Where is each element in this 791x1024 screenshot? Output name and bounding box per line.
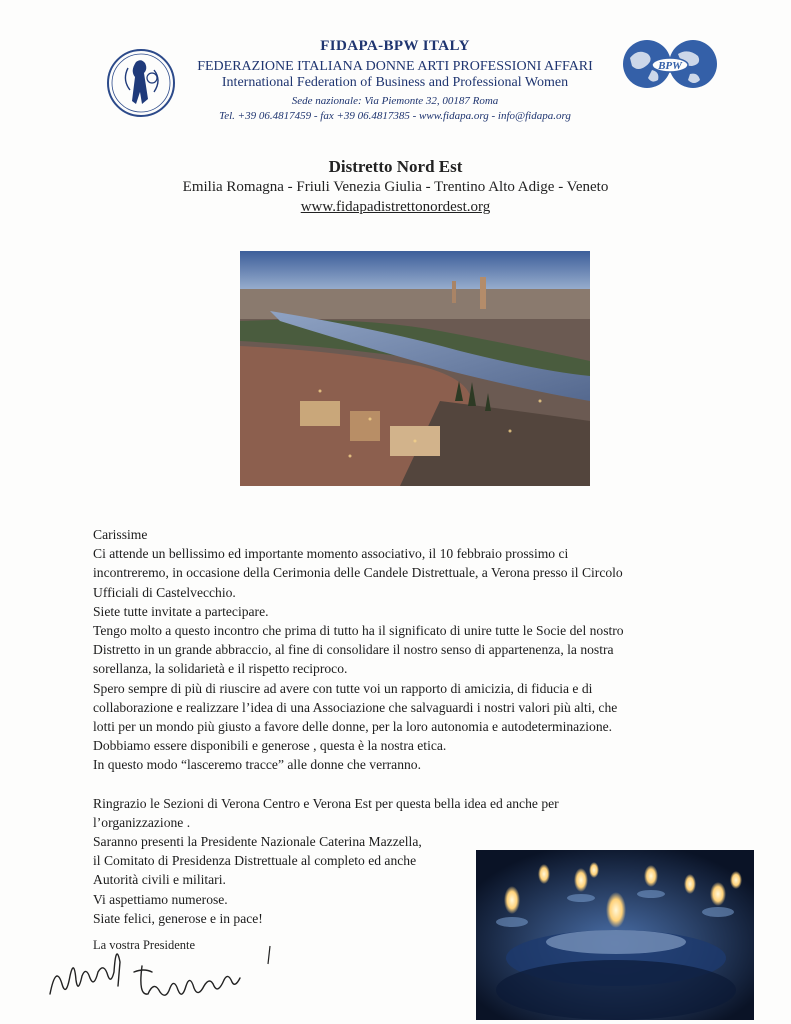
letter-line: In questo modo “lasceremo tracce” alle donne che verranno. — [93, 757, 421, 773]
letter-line: Tengo molto a questo incontro che prima di tutto ha il significato di unire tutte le Socie del nostro — [93, 623, 624, 639]
contacts: Tel. +39 06.4817459 - fax +39 06.4817385 - www.fidapa.org - info@fidapa.org — [219, 110, 571, 122]
signature-label: La vostra Presidente — [93, 938, 196, 952]
bpw-logo — [620, 36, 720, 92]
letter-line: Siete tutte invitate a partecipare. — [93, 603, 269, 619]
address: Sede nazionale: Via Piemonte 32, 00187 Roma — [291, 95, 499, 107]
letter-line: Distretto in un grande abbraccio, al fine di consolidare il nostro senso di appartenenza, la nostra — [93, 642, 614, 658]
district-website-link[interactable]: www.fidapadistrettonordest.org — [300, 199, 491, 215]
letter-line: collaborazione e realizzare l’idea di una Associazione che salvaguardi i nostri valori più alti, che — [93, 699, 618, 715]
letter-line: lotti per un mondo più giusto a favore delle donne, per la loro autonomia e autodeterminazione. — [93, 719, 613, 735]
international-name: International Federation of Business and Professional Women — [221, 75, 569, 90]
letter-line: incontreremo, in occasione della Cerimonia delle Candele Distrettuale, a Verona presso il Circolo — [93, 565, 623, 581]
letter-line: Vi aspettiamo numerose. — [93, 891, 228, 907]
letter-line: il Comitato di Presidenza Distrettuale al completo ed anche — [93, 853, 417, 869]
district-title: Distretto Nord Est — [328, 157, 463, 176]
candles-photo — [476, 850, 754, 1020]
fidapa-logo — [106, 48, 176, 118]
org-title: FIDAPA-BPW ITALY — [320, 38, 470, 54]
letter-line: Ringrazio le Sezioni di Verona Centro e Verona Est per questa bella idea ed anche per — [93, 795, 559, 811]
federation-name: FEDERAZIONE ITALIANA DONNE ARTI PROFESSIONI AFFARI — [197, 59, 593, 74]
bpw-logo-text: BPW — [658, 60, 682, 72]
letter-line: Siate felici, generose e in pace! — [93, 910, 263, 926]
letter-line: sorellanza, la solidarietà e il rispetto reciproco. — [93, 661, 348, 677]
letter-line: Saranno presenti la Presidente Nazionale Caterina Mazzella, — [93, 834, 422, 850]
letter-line: Ci attende un bellissimo ed importante momento associativo, il 10 febbraio prossimo ci — [93, 546, 569, 562]
signature — [44, 942, 304, 1012]
letter-line: Spero sempre di più di riuscire ad avere con tutte voi un rapporto di amicizia, di fiducia e di — [93, 680, 593, 696]
letter-line: Ufficiali di Castelvecchio. — [93, 584, 236, 600]
verona-photo — [240, 251, 590, 486]
district-regions: Emilia Romagna - Friuli Venezia Giulia - Trentino Alto Adige - Veneto — [182, 179, 609, 195]
letter-line: l’organizzazione . — [93, 814, 191, 830]
letter-line: Carissime — [93, 527, 148, 542]
letter-line: Autorità civili e militari. — [93, 872, 226, 888]
letter-line: Dobbiamo essere disponibili e generose , questa è la nostra etica. — [93, 738, 447, 754]
